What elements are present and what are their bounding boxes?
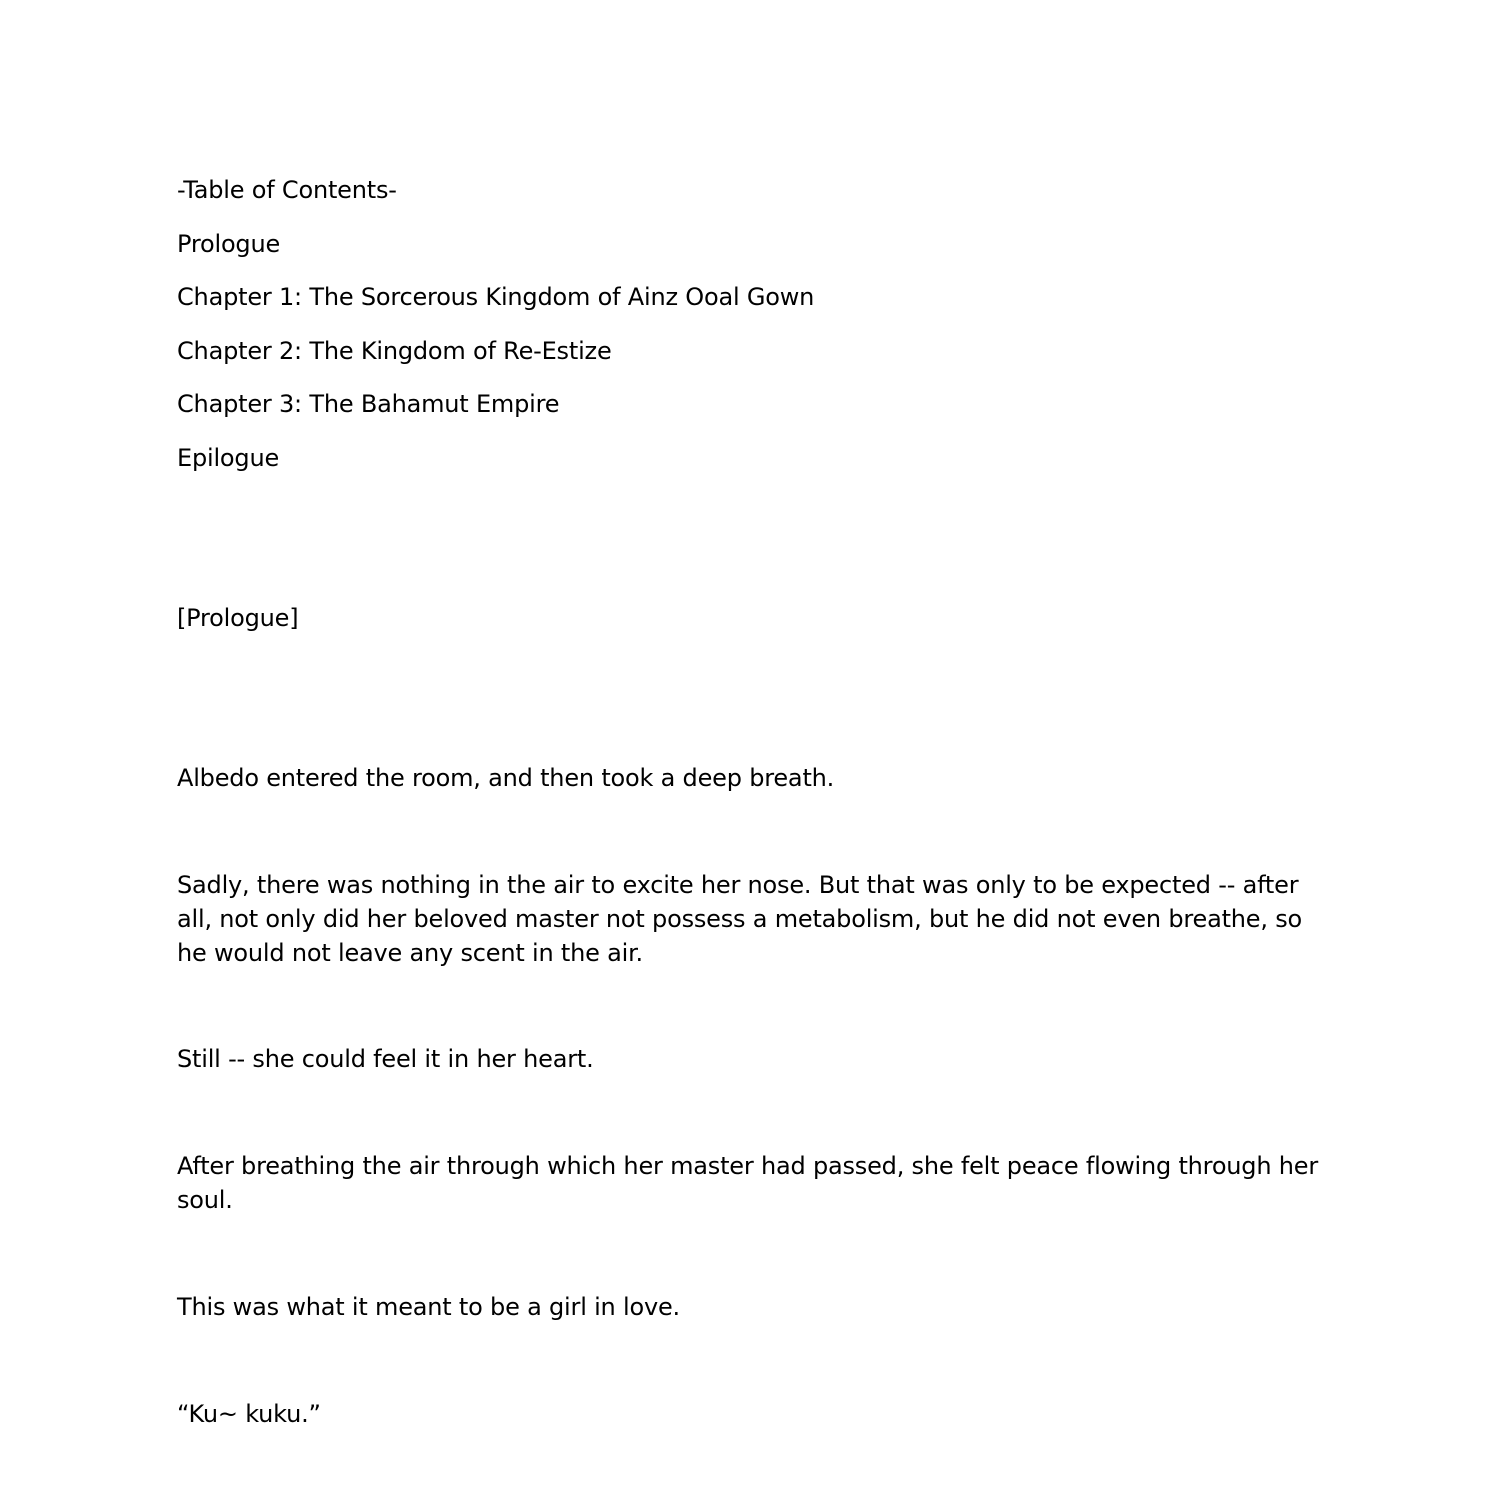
toc-item-epilogue: Epilogue: [177, 444, 280, 472]
paragraph: This was what it meant to be a girl in love.: [177, 1293, 680, 1321]
paragraph: Sadly, there was nothing in the air to excite her nose. But that was only to be expected -- after all, not only did her beloved master not possess a metabolism, but he did not even breathe, so he would not leave any scent in the air.: [177, 871, 1303, 967]
paragraph: Albedo entered the room, and then took a deep breath.: [177, 764, 835, 792]
section-heading: [Prologue]: [177, 604, 299, 632]
toc-heading: -Table of Contents-: [177, 176, 397, 204]
paragraph: Still -- she could feel it in her heart.: [177, 1045, 594, 1073]
toc-item-chapter-1: Chapter 1: The Sorcerous Kingdom of Ainz Ooal Gown: [177, 283, 815, 311]
toc-item-prologue: Prologue: [177, 230, 281, 258]
paragraph: “Ku~ kuku.”: [177, 1400, 321, 1428]
toc-item-chapter-2: Chapter 2: The Kingdom of Re-Estize: [177, 337, 612, 365]
toc-item-chapter-3: Chapter 3: The Bahamut Empire: [177, 390, 560, 418]
paragraph: After breathing the air through which her master had passed, she felt peace flowing through her soul.: [177, 1152, 1319, 1214]
